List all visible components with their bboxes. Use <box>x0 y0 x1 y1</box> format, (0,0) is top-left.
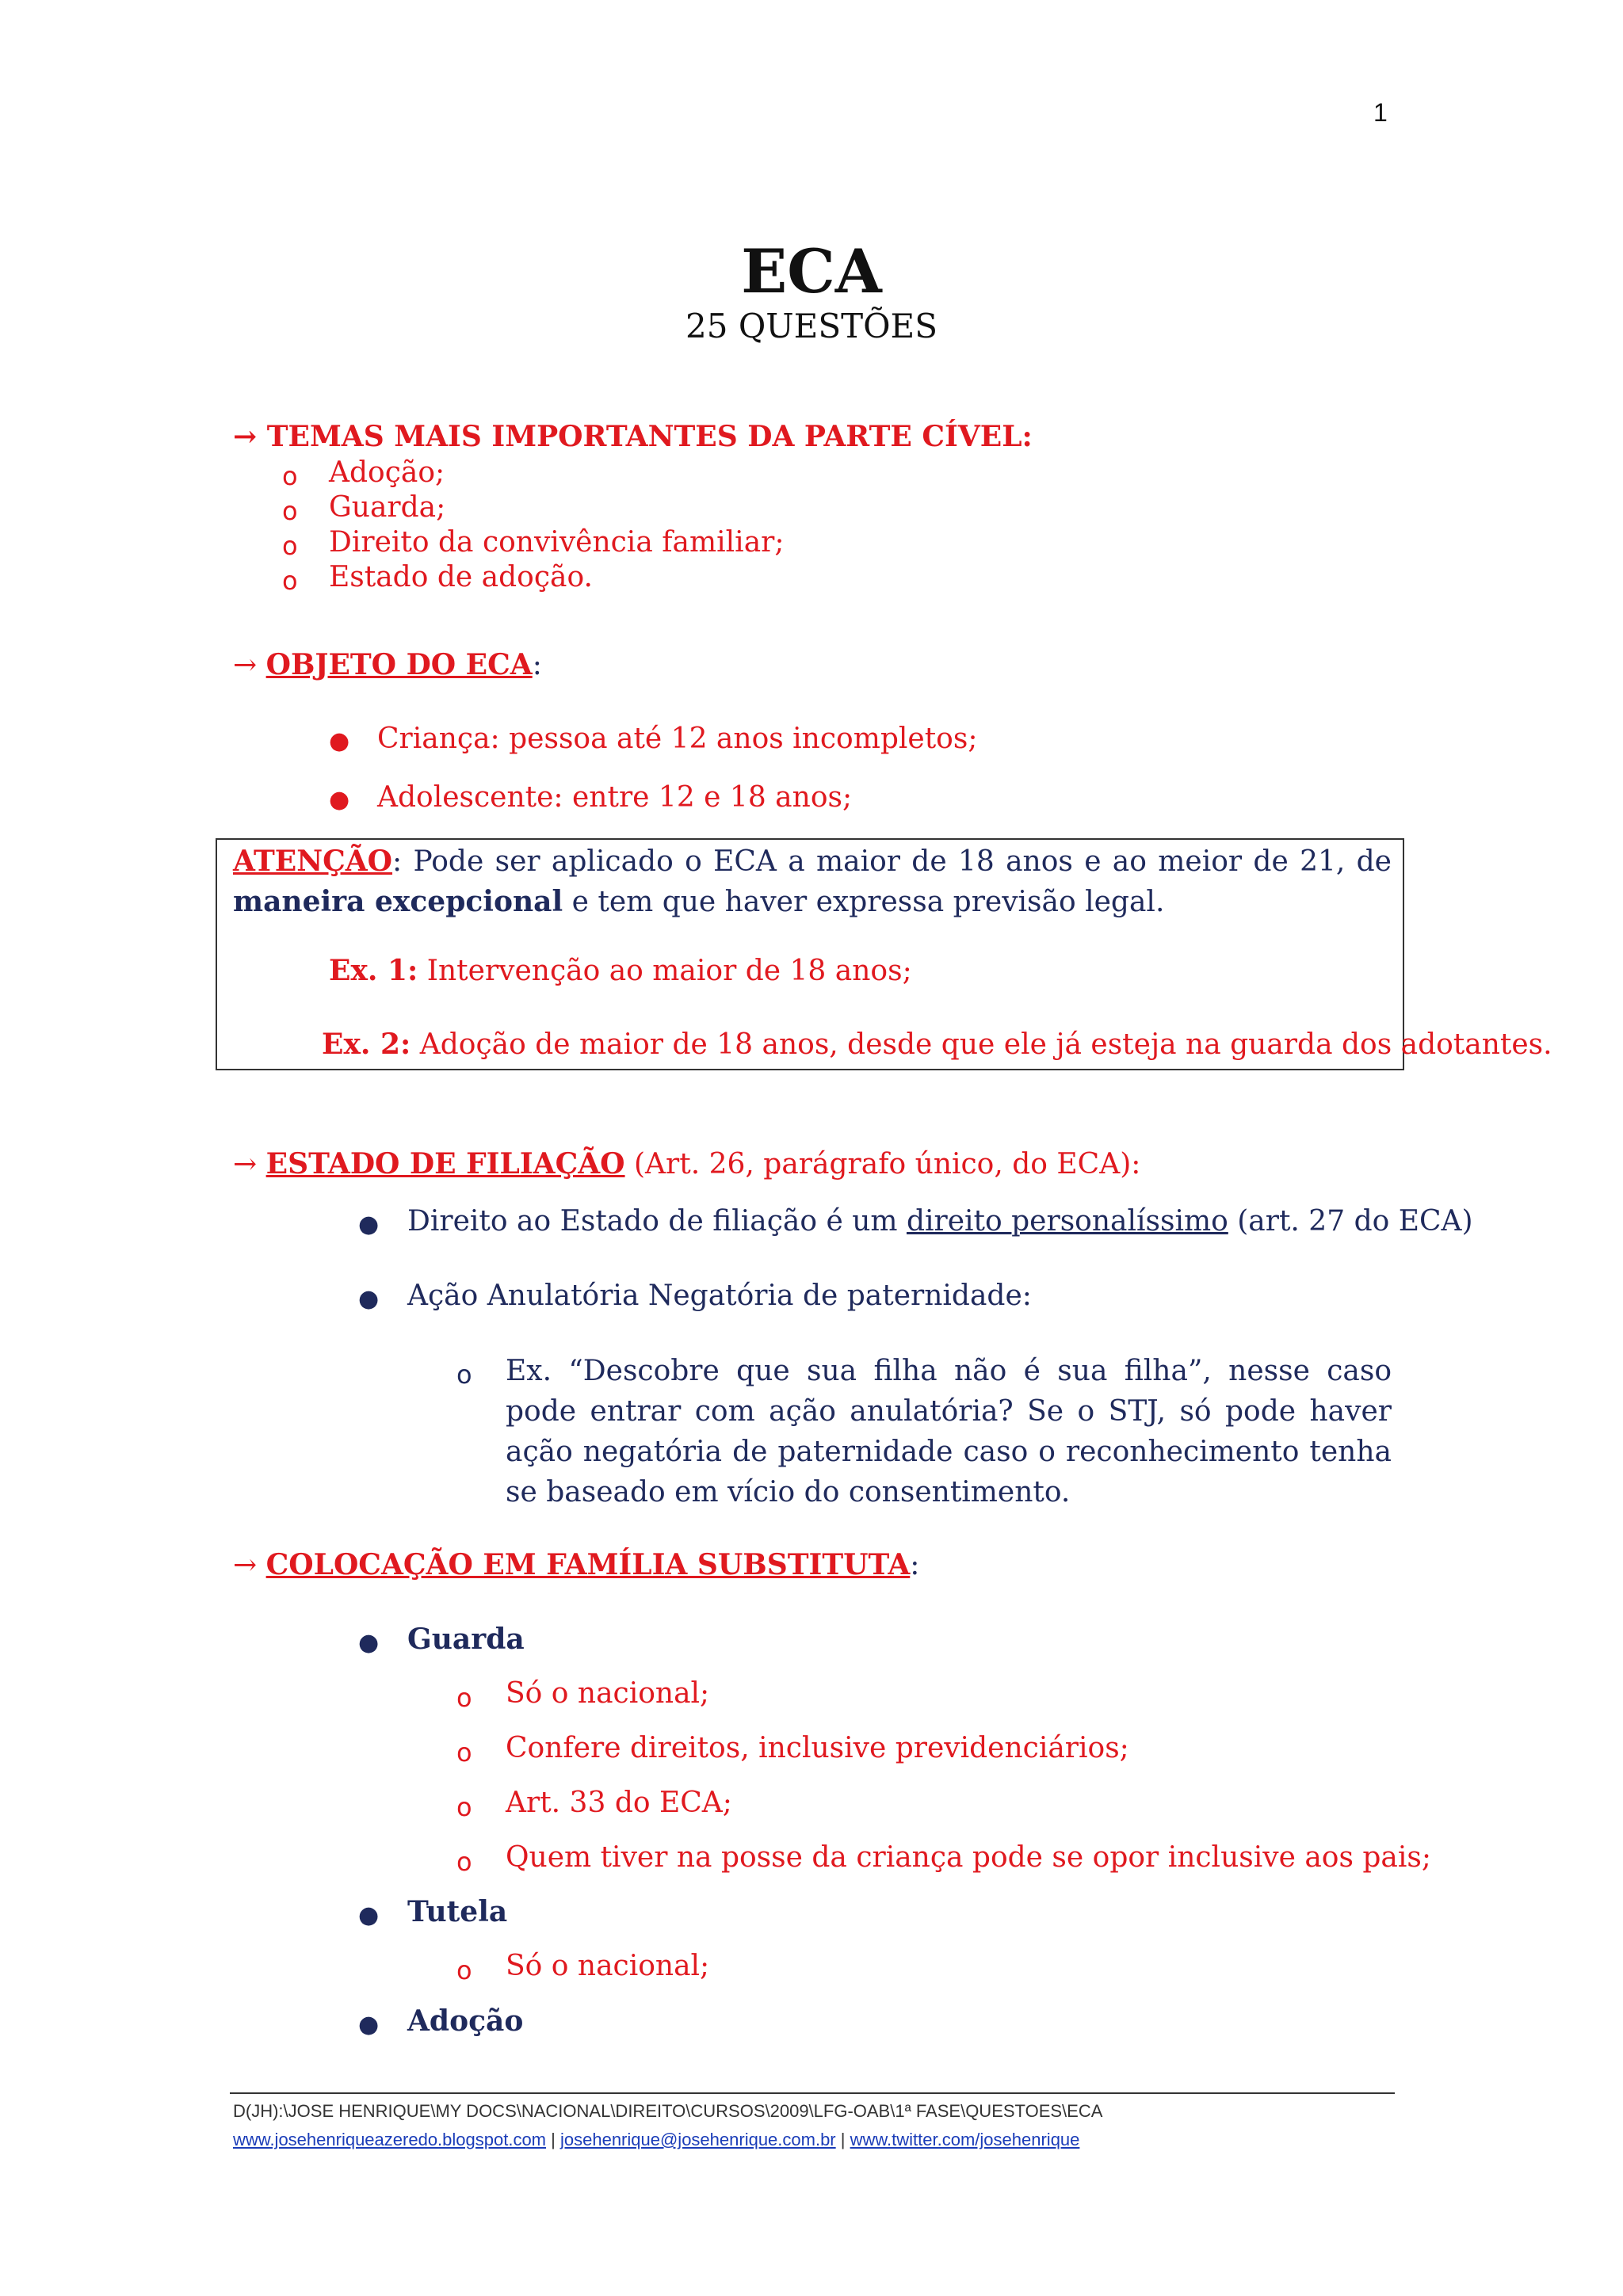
list-item: Ação Anulatória Negatória de paternidade: <box>407 1280 1032 1312</box>
blog-link[interactable]: www.josehenriqueazeredo.blogspot.com <box>233 2130 547 2149</box>
circle-bullet-icon: o <box>282 496 298 526</box>
circle-bullet-icon: o <box>282 531 298 561</box>
attention-text: ATENÇÃO: Pode ser aplicado o ECA a maior de 18 anos e ao meior de 21, de maneira excepcional e tem que haver expressa previsão legal. <box>233 845 1392 918</box>
list-item: Confere direitos, inclusive previdenciários; <box>506 1732 1129 1764</box>
example-paragraph: Ex. “Descobre que sua filha não é sua filha”, nesse caso pode entrar com ação anulatória? Se o STJ, só pode haver ação negatória de paternidade caso o reconhecimento tenha se baseado em vício do consentimento. <box>506 1355 1392 1508</box>
arrow-icon: → <box>233 1148 258 1180</box>
section-colocacao-heading: → COLOCAÇÃO EM FAMÍLIA SUBSTITUTA: <box>233 1548 920 1581</box>
section-colocacao-title: COLOCAÇÃO EM FAMÍLIA SUBSTITUTA <box>265 1548 911 1581</box>
bullet-dot-icon: ● <box>358 1629 380 1657</box>
list-item: Estado de adoção. <box>329 561 593 593</box>
circle-bullet-icon: o <box>456 1737 472 1768</box>
section-temas-title: TEMAS MAIS IMPORTANTES DA PARTE CÍVEL: <box>266 420 1033 453</box>
circle-bullet-icon: o <box>282 461 298 491</box>
guarda-label: Guarda <box>407 1623 525 1656</box>
twitter-link[interactable]: www.twitter.com/josehenrique <box>850 2130 1080 2149</box>
example-1: Ex. 1: Intervenção ao maior de 18 anos; <box>329 954 912 987</box>
example-2: Ex. 2: Adoção de maior de 18 anos, desde que ele já esteja na guarda dos adotantes. <box>322 1028 1552 1061</box>
section-filiacao-title: ESTADO DE FILIAÇÃO <box>265 1147 625 1180</box>
circle-bullet-icon: o <box>456 1360 472 1390</box>
section-objeto-title: OBJETO DO ECA <box>265 648 533 681</box>
list-item: Criança: pessoa até 12 anos incompletos; <box>377 723 978 755</box>
bullet-dot-icon: ● <box>358 1901 380 1929</box>
bullet-dot-icon: ● <box>329 786 350 814</box>
bullet-dot-icon: ● <box>358 2011 380 2039</box>
circle-bullet-icon: o <box>456 1792 472 1822</box>
list-item: Quem tiver na posse da criança pode se opor inclusive aos pais; <box>506 1841 1432 1874</box>
footer-links: www.josehenriqueazeredo.blogspot.com | josehenrique@josehenrique.com.br | www.twitter.com/josehenrique <box>233 2130 1080 2149</box>
list-item: Adoção; <box>329 456 445 489</box>
page-number: 1 <box>1373 98 1388 127</box>
list-item: Só o nacional; <box>506 1677 710 1710</box>
document-subtitle: 25 QUESTÕES <box>685 307 938 345</box>
adocao-label: Adoção <box>407 2004 524 2038</box>
attention-label: ATENÇÃO <box>233 845 393 878</box>
document-title: ECA <box>741 236 882 307</box>
section-objeto-heading: → OBJETO DO ECA: <box>233 648 542 681</box>
circle-bullet-icon: o <box>282 566 298 596</box>
arrow-icon: → <box>233 420 258 453</box>
bullet-dot-icon: ● <box>358 1285 380 1313</box>
email-link[interactable]: josehenrique@josehenrique.com.br <box>559 2130 836 2149</box>
list-item: Guarda; <box>329 491 446 524</box>
footer-divider <box>230 2092 1395 2094</box>
list-item: Direito da convivência familiar; <box>329 526 785 559</box>
section-temas-heading <box>233 420 1033 453</box>
footer-file-path: D(JH):\JOSE HENRIQUE\MY DOCS\NACIONAL\DIREITO\CURSOS\2009\LFG-OAB\1ª FASE\QUESTOES\ECA <box>233 2101 1103 2121</box>
circle-bullet-icon: o <box>456 1683 472 1713</box>
circle-bullet-icon: o <box>456 1955 472 1985</box>
section-filiacao-heading: → ESTADO DE FILIAÇÃO (Art. 26, parágrafo único, do ECA): <box>233 1147 1141 1180</box>
list-item: Adolescente: entre 12 e 18 anos; <box>377 781 853 814</box>
arrow-icon: → <box>233 1549 258 1581</box>
bullet-dot-icon: ● <box>358 1211 380 1238</box>
list-item: Direito ao Estado de filiação é um direito personalíssimo (art. 27 do ECA) <box>407 1205 1473 1238</box>
circle-bullet-icon: o <box>456 1847 472 1877</box>
list-item: Só o nacional; <box>506 1950 710 1982</box>
bullet-dot-icon: ● <box>329 727 350 755</box>
tutela-label: Tutela <box>407 1895 508 1928</box>
list-item: Art. 33 do ECA; <box>506 1787 732 1819</box>
arrow-icon: → <box>233 649 258 681</box>
